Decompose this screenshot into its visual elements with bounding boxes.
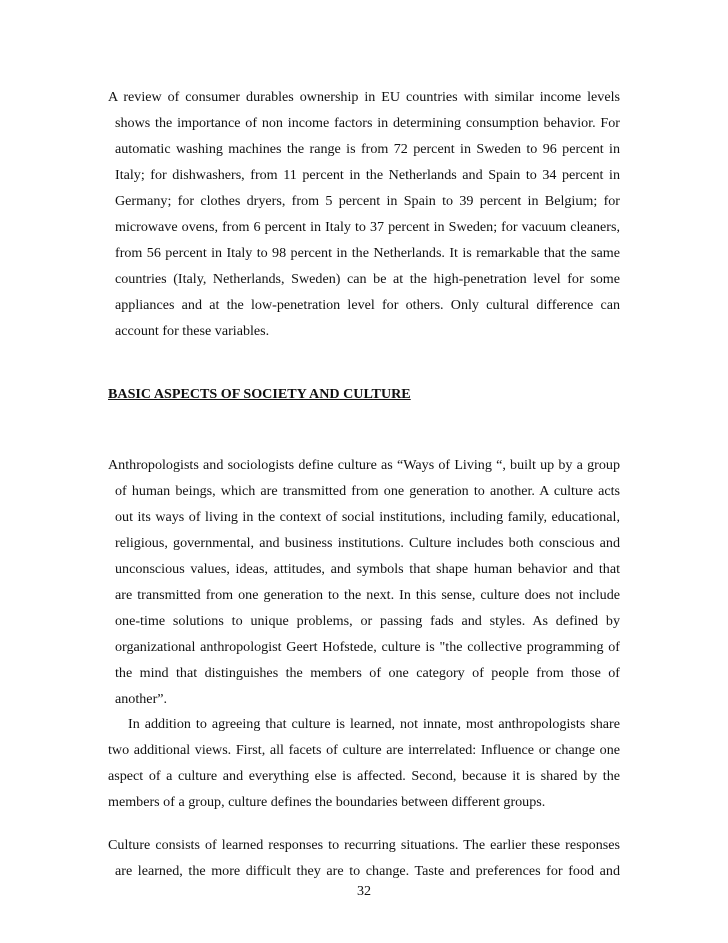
text-line: out its ways of living in the context of social institutions, including family, educational, [115,509,620,525]
text-line: account for these variables. [115,323,270,339]
text-line: members of a group, culture defines the boundaries between different groups. [108,794,546,810]
text-line: Anthropologists and sociologists define culture as “Ways of Living “, built up by a group [108,457,620,473]
section-heading: BASIC ASPECTS OF SOCIETY AND CULTURE [108,386,411,402]
text-line: religious, governmental, and business institutions. Culture includes both conscious and [115,535,620,551]
text-line: Germany; for clothes dryers, from 5 percent in Spain to 39 percent in Belgium; for [115,193,620,209]
text-line: Italy; for dishwashers, from 11 percent in the Netherlands and Spain to 34 percent in [115,167,620,183]
text-line: In addition to agreeing that culture is learned, not innate, most anthropologists share [128,716,620,732]
text-line: appliances and at the low-penetration level for others. Only cultural difference can [115,297,620,313]
text-line: the mind that distinguishes the members of one category of people from those of [115,665,620,681]
text-line: Culture consists of learned responses to recurring situations. The earlier these responses [108,837,620,853]
text-line: automatic washing machines the range is from 72 percent in Sweden to 96 percent in [115,141,620,157]
text-line: organizational anthropologist Geert Hofstede, culture is "the collective programming of [115,639,620,655]
text-line: microwave ovens, from 6 percent in Italy to 37 percent in Sweden; for vacuum cleaners, [115,219,620,235]
text-line: two additional views. First, all facets of culture are interrelated: Influence or change one [108,742,620,758]
text-line: are learned, the more difficult they are to change. Taste and preferences for food and [115,863,620,879]
text-line: are transmitted from one generation to the next. In this sense, culture does not include [115,587,620,603]
page-number: 32 [356,883,372,899]
text-line: aspect of a culture and everything else is affected. Second, because it is shared by the [108,768,620,784]
text-line: countries (Italy, Netherlands, Sweden) can be at the high-penetration level for some [115,271,620,287]
text-line: one-time solutions to unique problems, or passing fads and styles. As defined by [115,613,620,629]
text-line: of human beings, which are transmitted from one generation to another. A culture acts [115,483,620,499]
text-line: unconscious values, ideas, attitudes, and symbols that shape human behavior and that [115,561,620,577]
text-line: from 56 percent in Italy to 98 percent in the Netherlands. It is remarkable that the same [115,245,620,261]
text-line: shows the importance of non income factors in determining consumption behavior. For [115,115,620,131]
text-line: another”. [115,691,168,707]
text-line: A review of consumer durables ownership in EU countries with similar income levels [108,89,620,105]
